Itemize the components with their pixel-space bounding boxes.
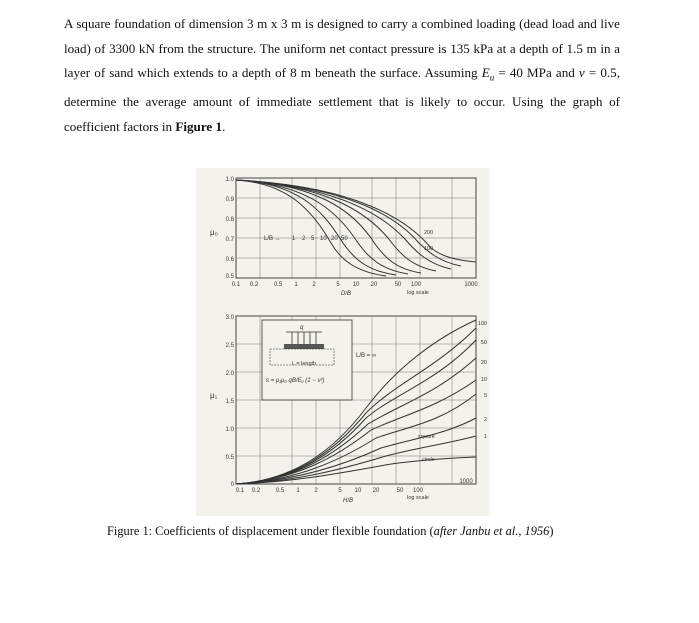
top-xtick-50: 50 (394, 282, 402, 288)
coefficient-chart-svg (196, 168, 489, 516)
inset-length-label: L = length (292, 361, 317, 367)
bottom-xtick-20: 20 (372, 488, 380, 494)
figure-reference: Figure 1 (175, 118, 223, 134)
right-label-20: 20 (480, 360, 487, 366)
bottom-square-label: square (418, 434, 435, 440)
figure-caption: Figure 1: Coefficients of displacement under flexible foundation (after Janbu et al., 1956) (107, 524, 554, 538)
bottom-ylabel: μ₁ (210, 391, 218, 400)
bottom-xtick-100: 100 (412, 488, 424, 494)
top-curve-lb100 (236, 180, 461, 266)
top-xlabel: D/B (340, 291, 352, 297)
bottom-xtick-50: 50 (396, 488, 404, 494)
top-ytick-1.0: 1.0 (225, 177, 234, 183)
top-xtick-10: 10 (352, 282, 360, 288)
top-ytick-0.5: 0.5 (225, 274, 234, 280)
right-label-100: 100 (477, 321, 487, 327)
bottom-xlabel: H/B (342, 498, 354, 504)
top-log-note: log scale (407, 290, 429, 296)
top-grid (236, 178, 476, 278)
top-xtick-1: 1 (294, 282, 298, 288)
lb-val-10: 10 (320, 236, 327, 242)
bottom-xtick-1: 1 (296, 488, 300, 494)
top-tag-100: 100 (424, 246, 434, 252)
right-label-10: 10 (480, 377, 487, 383)
right-label-1: 1 (483, 434, 487, 440)
bottom-log-note: log scale (407, 495, 429, 501)
top-ytick-0.8: 0.8 (225, 217, 234, 223)
top-tag-200: 200 (424, 230, 434, 236)
bottom-xtick-5: 5 (338, 488, 342, 494)
bottom-ytick-2.0: 2.0 (225, 371, 234, 377)
bottom-chart (210, 315, 487, 504)
right-label-50: 50 (480, 340, 487, 346)
bottom-lb-inf: L/B = ∞ (356, 353, 377, 359)
top-ylabel: μ₀ (210, 228, 218, 237)
top-xticks (232, 282, 479, 288)
right-label-2: 2 (483, 417, 487, 423)
inset-formula: s = μ₁μ₀ qB/Eᵤ (1 − ν²) (266, 378, 325, 384)
top-xtick-5: 5 (336, 282, 340, 288)
top-xtick-2: 2 (312, 282, 316, 288)
poisson-symbol: v (578, 65, 585, 80)
problem-statement (64, 12, 620, 139)
top-xtick-0.5: 0.5 (273, 282, 283, 288)
top-curves (236, 180, 476, 276)
bottom-right-labels (478, 321, 487, 440)
top-curve-lb5 (236, 180, 408, 274)
top-chart (210, 177, 478, 297)
top-curve-lb10 (236, 180, 421, 273)
bottom-xtick-10: 10 (354, 488, 362, 494)
top-xtick-1000: 1000 (464, 282, 478, 288)
top-xtick-0.2: 0.2 (249, 282, 259, 288)
bottom-ytick-1.5: 1.5 (225, 399, 234, 405)
bottom-ytick-0.5: 0.5 (225, 455, 234, 461)
top-ytick-0.7: 0.7 (225, 237, 234, 243)
lb-val-20: 20 (331, 236, 338, 242)
bottom-ytick-1.0: 1.0 (225, 427, 234, 433)
bottom-ytick-3.0: 3.0 (225, 315, 234, 321)
bottom-circle-label: circle (422, 457, 435, 463)
right-label-5: 5 (483, 393, 487, 399)
problem-text: A square foundation of dimension 3 m x 3 m is designed to carry a combined loading (dead load and live load) of 3300 kN from the structure. The uniform net contact pressure is 135 kPa at a depth of 1.5 m in a layer of sand which extends to a depth of 8 m beneath the surface. Assuming $E_u = 40$ MPa and v = 0.5, determine the average amount of immediate settlement that is likely to occur. Using the graph of coefficient factors in Figure 1. (64, 16, 620, 134)
top-ytick-0.9: 0.9 (225, 197, 234, 203)
lb-val-5: 5 (311, 236, 315, 242)
bottom-yticks (226, 315, 235, 488)
top-yticks (226, 177, 235, 280)
lb-val-2: 2 (302, 236, 306, 242)
bottom-xtick-0.5: 0.5 (275, 488, 285, 494)
top-xtick-20: 20 (370, 282, 378, 288)
eu-symbol: $E_u$ (481, 65, 495, 83)
bottom-xtick-2: 2 (314, 488, 318, 494)
bottom-ytick-2.5: 2.5 (225, 343, 234, 349)
top-ytick-0.6: 0.6 (225, 257, 234, 263)
bottom-xtick-0.2: 0.2 (251, 488, 261, 494)
lb-val-1: 1 (292, 236, 296, 242)
bottom-ytick-0: 0 (230, 482, 234, 488)
bottom-curve-square (236, 436, 476, 484)
top-xtick-0.1: 0.1 (231, 282, 241, 288)
lb-val-50: 50 (341, 236, 348, 242)
footing-block-icon (284, 344, 324, 349)
coefficient-chart-figure (196, 168, 489, 516)
bottom-xtick-1000: 1000 (459, 479, 473, 485)
foundation-inset (262, 320, 352, 400)
inset-q-label: q (300, 325, 304, 331)
top-lb-label: L/B → (264, 236, 281, 242)
top-xtick-100: 100 (410, 282, 422, 288)
bottom-xtick-0.1: 0.1 (235, 488, 245, 494)
